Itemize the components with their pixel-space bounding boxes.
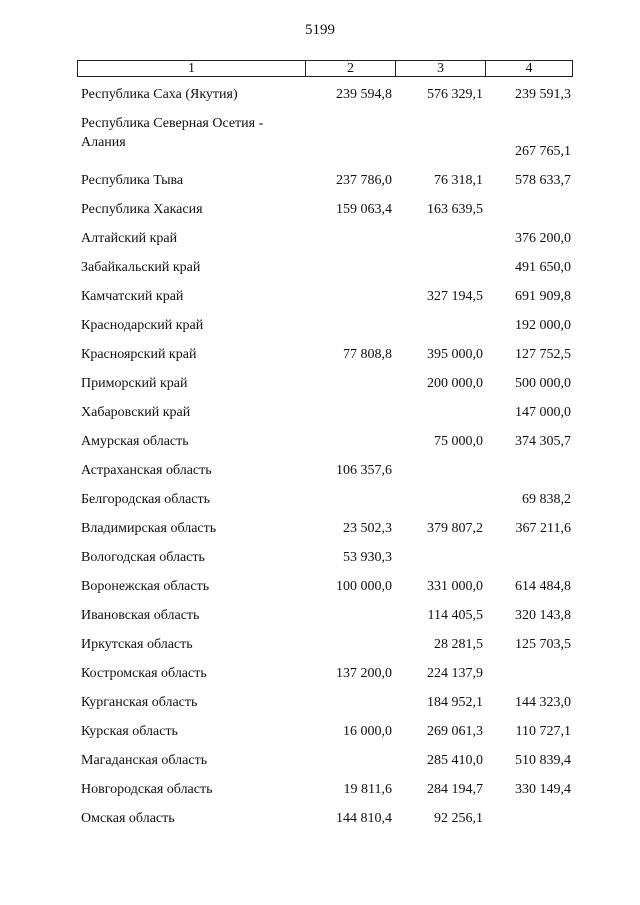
value-col-2: 106 357,6 bbox=[336, 463, 392, 478]
value-col-3: 92 256,1 bbox=[434, 811, 483, 826]
value-col-4: 69 838,2 bbox=[522, 492, 571, 507]
value-col-2: 239 594,8 bbox=[336, 87, 392, 102]
value-col-4: 144 323,0 bbox=[515, 695, 571, 710]
value-col-3: 331 000,0 bbox=[427, 579, 483, 594]
value-col-3: 284 194,7 bbox=[427, 782, 483, 797]
region-name: Омская область bbox=[81, 811, 175, 826]
value-col-3: 114 405,5 bbox=[427, 608, 483, 623]
region-name: Костромская область bbox=[81, 666, 207, 681]
value-col-3: 200 000,0 bbox=[427, 376, 483, 391]
header-col-2: 2 bbox=[306, 61, 396, 76]
region-name: Республика Тыва bbox=[81, 173, 184, 188]
value-col-4: 330 149,4 bbox=[515, 782, 571, 797]
region-name: Республика Хакасия bbox=[81, 202, 203, 217]
header-col-4: 4 bbox=[525, 61, 533, 76]
value-col-4: 510 839,4 bbox=[515, 753, 571, 768]
value-col-3: 224 137,9 bbox=[427, 666, 483, 681]
value-col-3: 379 807,2 bbox=[427, 521, 483, 536]
region-name: Краснодарский край bbox=[81, 318, 204, 333]
region-name: Новгородская область bbox=[81, 782, 213, 797]
region-name: Владимирская область bbox=[81, 521, 217, 536]
region-name: Белгородская область bbox=[81, 492, 211, 507]
table-header bbox=[77, 60, 573, 77]
value-col-4: 367 211,6 bbox=[515, 521, 571, 536]
value-col-3: 163 639,5 bbox=[427, 202, 483, 217]
region-name: Республика Саха (Якутия) bbox=[81, 87, 238, 102]
value-col-4: 239 591,3 bbox=[515, 87, 571, 102]
value-col-3: 269 061,3 bbox=[427, 724, 483, 739]
region-name: Забайкальский край bbox=[81, 260, 201, 275]
value-col-2: 23 502,3 bbox=[343, 521, 392, 536]
value-col-2: 137 200,0 bbox=[336, 666, 392, 681]
region-name: Воронежская область bbox=[81, 579, 210, 594]
region-name: Алтайский край bbox=[81, 231, 178, 246]
value-col-4: 374 305,7 bbox=[515, 434, 571, 449]
value-col-3: 28 281,5 bbox=[434, 637, 483, 652]
value-col-2: 19 811,6 bbox=[343, 782, 392, 797]
region-name: Ивановская область bbox=[81, 608, 200, 623]
value-col-4: 614 484,8 bbox=[515, 579, 571, 594]
value-col-2: 144 810,4 bbox=[336, 811, 392, 826]
region-name: Красноярский край bbox=[81, 347, 197, 362]
value-col-2: 77 808,8 bbox=[343, 347, 392, 362]
value-col-4: 320 143,8 bbox=[515, 608, 571, 623]
page-number: 5199 bbox=[305, 22, 335, 38]
value-col-4: 110 727,1 bbox=[515, 724, 571, 739]
value-col-2: 159 063,4 bbox=[336, 202, 392, 217]
value-col-4: 578 633,7 bbox=[515, 173, 571, 188]
region-name: Приморский край bbox=[81, 376, 188, 391]
value-col-4: 127 752,5 bbox=[515, 347, 571, 362]
value-col-3: 75 000,0 bbox=[434, 434, 483, 449]
value-col-4: 376 200,0 bbox=[515, 231, 571, 246]
value-col-4: 691 909,8 bbox=[515, 289, 571, 304]
value-col-4: 267 765,1 bbox=[515, 144, 571, 159]
region-name: Курская область bbox=[81, 724, 178, 739]
region-name: Астраханская область bbox=[81, 463, 212, 478]
value-col-3: 327 194,5 bbox=[427, 289, 483, 304]
region-name: Вологодская область bbox=[81, 550, 205, 565]
value-col-3: 285 410,0 bbox=[427, 753, 483, 768]
region-name: Хабаровский край bbox=[81, 405, 191, 420]
region-name: Курганская область bbox=[81, 695, 198, 710]
value-col-4: 125 703,5 bbox=[515, 637, 571, 652]
value-col-4: 491 650,0 bbox=[515, 260, 571, 275]
value-col-3: 76 318,1 bbox=[434, 173, 483, 188]
header-col-1: 1 bbox=[78, 61, 306, 76]
region-name: Иркутская область bbox=[81, 637, 193, 652]
region-name: Магаданская область bbox=[81, 753, 208, 768]
value-col-2: 16 000,0 bbox=[343, 724, 392, 739]
region-name: Камчатский край bbox=[81, 289, 184, 304]
value-col-4: 192 000,0 bbox=[515, 318, 571, 333]
value-col-3: 576 329,1 bbox=[427, 87, 483, 102]
header-col-3: 3 bbox=[396, 61, 486, 76]
value-col-3: 395 000,0 bbox=[427, 347, 483, 362]
value-col-2: 53 930,3 bbox=[343, 550, 392, 565]
value-col-4: 500 000,0 bbox=[515, 376, 571, 391]
value-col-4: 147 000,0 bbox=[515, 405, 571, 420]
value-col-2: 237 786,0 bbox=[336, 173, 392, 188]
value-col-2: 100 000,0 bbox=[336, 579, 392, 594]
region-name: Республика Северная Осетия - Алания bbox=[81, 116, 264, 150]
region-name: Амурская область bbox=[81, 434, 189, 449]
value-col-3: 184 952,1 bbox=[427, 695, 483, 710]
